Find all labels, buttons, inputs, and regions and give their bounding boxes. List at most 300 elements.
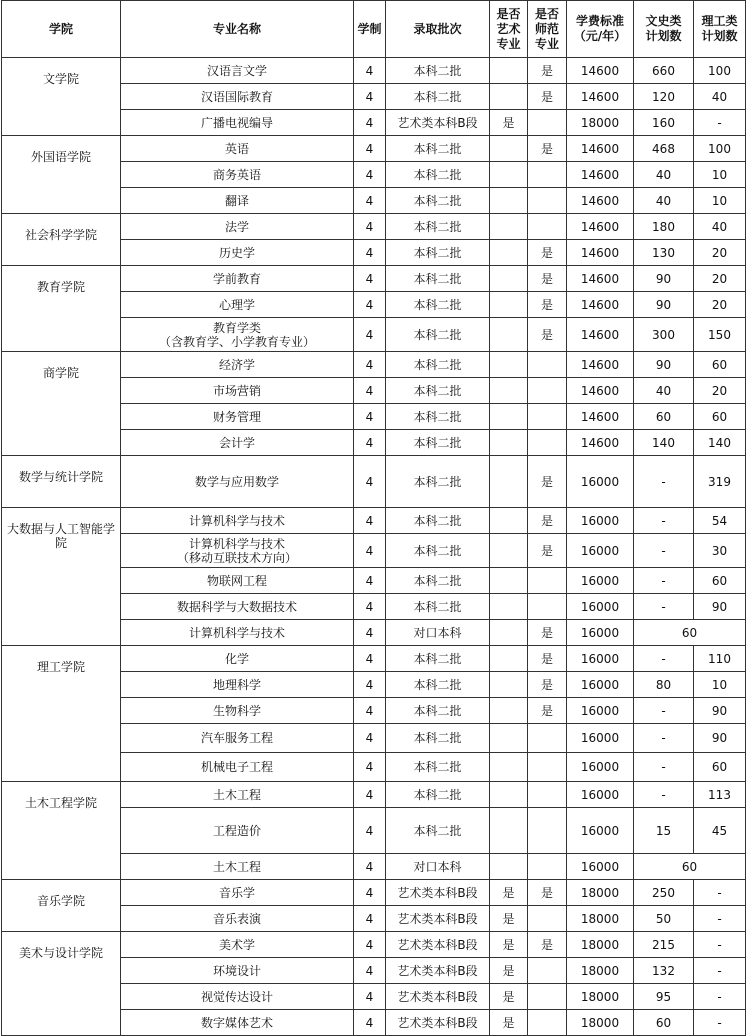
art-cell bbox=[490, 620, 528, 646]
liberal-plan-cell: 90 bbox=[634, 266, 694, 292]
science-plan-cell: - bbox=[694, 880, 746, 906]
major-cell: 学前教育 bbox=[121, 266, 354, 292]
fee-cell: 16000 bbox=[567, 456, 634, 508]
major-cell: 音乐学 bbox=[121, 880, 354, 906]
liberal-plan-cell: 40 bbox=[634, 188, 694, 214]
batch-cell: 本科二批 bbox=[386, 456, 490, 508]
major-cell: 会计学 bbox=[121, 430, 354, 456]
fee-cell: 18000 bbox=[567, 906, 634, 932]
liberal-plan-cell: 60 bbox=[634, 404, 694, 430]
college-cell: 文学院 bbox=[2, 58, 121, 136]
years-cell: 4 bbox=[354, 854, 386, 880]
normal-cell bbox=[528, 984, 567, 1010]
years-cell: 4 bbox=[354, 782, 386, 808]
years-cell: 4 bbox=[354, 906, 386, 932]
science-plan-cell: 90 bbox=[694, 594, 746, 620]
art-cell bbox=[490, 292, 528, 318]
fee-cell: 14600 bbox=[567, 58, 634, 84]
art-cell: 是 bbox=[490, 984, 528, 1010]
batch-cell: 本科二批 bbox=[386, 266, 490, 292]
fee-cell: 18000 bbox=[567, 932, 634, 958]
normal-cell: 是 bbox=[528, 880, 567, 906]
art-cell: 是 bbox=[490, 110, 528, 136]
art-cell bbox=[490, 188, 528, 214]
major-cell: 化学 bbox=[121, 646, 354, 672]
years-cell: 4 bbox=[354, 110, 386, 136]
major-line: （移动互联技术方向） bbox=[176, 550, 297, 565]
liberal-plan-cell: 132 bbox=[634, 958, 694, 984]
major-cell: 翻译 bbox=[121, 188, 354, 214]
major-cell: 汽车服务工程 bbox=[121, 724, 354, 753]
art-cell bbox=[490, 568, 528, 594]
table-row bbox=[2, 58, 746, 84]
normal-cell: 是 bbox=[528, 534, 567, 568]
major-cell: 历史学 bbox=[121, 240, 354, 266]
years-cell: 4 bbox=[354, 240, 386, 266]
major-cell: 美术学 bbox=[121, 932, 354, 958]
liberal-plan-cell: 250 bbox=[634, 880, 694, 906]
art-cell bbox=[490, 782, 528, 808]
batch-cell: 本科二批 bbox=[386, 698, 490, 724]
fee-cell: 14600 bbox=[567, 136, 634, 162]
normal-cell bbox=[528, 753, 567, 782]
liberal-plan-cell: - bbox=[634, 646, 694, 672]
batch-cell: 艺术类本科B段 bbox=[386, 932, 490, 958]
liberal-plan-cell: - bbox=[634, 724, 694, 753]
years-cell: 4 bbox=[354, 984, 386, 1010]
fee-cell: 14600 bbox=[567, 240, 634, 266]
college-cell: 土木工程学院 bbox=[2, 782, 121, 880]
batch-cell: 本科二批 bbox=[386, 724, 490, 753]
liberal-plan-cell: 40 bbox=[634, 378, 694, 404]
normal-cell: 是 bbox=[528, 292, 567, 318]
normal-cell bbox=[528, 594, 567, 620]
major-cell: 数字媒体艺术 bbox=[121, 1010, 354, 1036]
batch-cell: 艺术类本科B段 bbox=[386, 958, 490, 984]
normal-cell bbox=[528, 782, 567, 808]
liberal-plan-cell: - bbox=[634, 508, 694, 534]
batch-cell: 艺术类本科B段 bbox=[386, 110, 490, 136]
table-row bbox=[2, 456, 746, 508]
batch-cell: 本科二批 bbox=[386, 430, 490, 456]
liberal-plan-cell: 130 bbox=[634, 240, 694, 266]
college-cell: 美术与设计学院 bbox=[2, 932, 121, 1036]
table-row bbox=[2, 932, 746, 958]
major-cell: 经济学 bbox=[121, 352, 354, 378]
fee-cell: 16000 bbox=[567, 753, 634, 782]
plan-combined-cell: 60 bbox=[634, 620, 746, 646]
fee-cell: 18000 bbox=[567, 880, 634, 906]
normal-cell bbox=[528, 1010, 567, 1036]
normal-cell: 是 bbox=[528, 240, 567, 266]
major-cell: 英语 bbox=[121, 136, 354, 162]
art-cell bbox=[490, 456, 528, 508]
science-plan-cell: 20 bbox=[694, 292, 746, 318]
major-cell: 数学与应用数学 bbox=[121, 456, 354, 508]
liberal-plan-cell: 50 bbox=[634, 906, 694, 932]
batch-cell: 本科二批 bbox=[386, 672, 490, 698]
college-cell: 商学院 bbox=[2, 352, 121, 456]
years-cell: 4 bbox=[354, 568, 386, 594]
fee-cell: 14600 bbox=[567, 162, 634, 188]
normal-cell: 是 bbox=[528, 620, 567, 646]
art-cell: 是 bbox=[490, 1010, 528, 1036]
science-plan-cell: 54 bbox=[694, 508, 746, 534]
batch-cell: 本科二批 bbox=[386, 534, 490, 568]
college-cell: 理工学院 bbox=[2, 646, 121, 782]
liberal-plan-cell: - bbox=[634, 534, 694, 568]
years-cell: 4 bbox=[354, 404, 386, 430]
fee-cell: 16000 bbox=[567, 646, 634, 672]
art-cell bbox=[490, 594, 528, 620]
normal-cell: 是 bbox=[528, 508, 567, 534]
art-cell bbox=[490, 534, 528, 568]
art-cell bbox=[490, 240, 528, 266]
science-plan-cell: 150 bbox=[694, 318, 746, 352]
science-plan-cell: - bbox=[694, 906, 746, 932]
table-row bbox=[2, 782, 746, 808]
fee-cell: 14600 bbox=[567, 266, 634, 292]
normal-cell bbox=[528, 188, 567, 214]
science-plan-cell: 40 bbox=[694, 84, 746, 110]
fee-cell: 14600 bbox=[567, 84, 634, 110]
fee-cell: 14600 bbox=[567, 378, 634, 404]
years-cell: 4 bbox=[354, 932, 386, 958]
liberal-plan-cell: 140 bbox=[634, 430, 694, 456]
art-cell bbox=[490, 404, 528, 430]
years-cell: 4 bbox=[354, 808, 386, 854]
batch-cell: 本科二批 bbox=[386, 58, 490, 84]
batch-cell: 本科二批 bbox=[386, 162, 490, 188]
science-plan-cell: 10 bbox=[694, 162, 746, 188]
batch-cell: 本科二批 bbox=[386, 508, 490, 534]
liberal-plan-cell: - bbox=[634, 753, 694, 782]
plan-combined-cell: 60 bbox=[634, 854, 746, 880]
table-row bbox=[2, 266, 746, 292]
science-plan-cell: 60 bbox=[694, 352, 746, 378]
fee-cell: 16000 bbox=[567, 698, 634, 724]
science-plan-cell: 45 bbox=[694, 808, 746, 854]
science-plan-cell: 90 bbox=[694, 724, 746, 753]
liberal-plan-cell: 215 bbox=[634, 932, 694, 958]
major-cell: 商务英语 bbox=[121, 162, 354, 188]
normal-cell bbox=[528, 724, 567, 753]
batch-cell: 本科二批 bbox=[386, 352, 490, 378]
art-cell bbox=[490, 430, 528, 456]
table-row bbox=[2, 136, 746, 162]
batch-cell: 本科二批 bbox=[386, 318, 490, 352]
normal-cell bbox=[528, 214, 567, 240]
college-cell: 大数据与人工智能学院 bbox=[2, 508, 121, 646]
science-plan-cell: 20 bbox=[694, 240, 746, 266]
major-cell bbox=[121, 318, 354, 352]
header-normal: 是否 师范 专业 bbox=[528, 1, 567, 58]
major-cell: 环境设计 bbox=[121, 958, 354, 984]
table-row bbox=[2, 352, 746, 378]
science-plan-cell: 90 bbox=[694, 698, 746, 724]
normal-cell bbox=[528, 854, 567, 880]
major-cell: 法学 bbox=[121, 214, 354, 240]
table-body bbox=[2, 58, 746, 1036]
batch-cell: 艺术类本科B段 bbox=[386, 984, 490, 1010]
science-plan-cell: 110 bbox=[694, 646, 746, 672]
fee-cell: 14600 bbox=[567, 352, 634, 378]
years-cell: 4 bbox=[354, 318, 386, 352]
college-cell: 社会科学学院 bbox=[2, 214, 121, 266]
art-cell bbox=[490, 753, 528, 782]
major-cell: 汉语国际教育 bbox=[121, 84, 354, 110]
major-cell: 土木工程 bbox=[121, 854, 354, 880]
major-cell: 生物科学 bbox=[121, 698, 354, 724]
liberal-plan-cell: 15 bbox=[634, 808, 694, 854]
fee-cell: 16000 bbox=[567, 534, 634, 568]
fee-cell: 18000 bbox=[567, 984, 634, 1010]
major-cell: 心理学 bbox=[121, 292, 354, 318]
science-plan-cell: 20 bbox=[694, 378, 746, 404]
college-cell: 教育学院 bbox=[2, 266, 121, 352]
years-cell: 4 bbox=[354, 84, 386, 110]
years-cell: 4 bbox=[354, 672, 386, 698]
fee-cell: 16000 bbox=[567, 508, 634, 534]
years-cell: 4 bbox=[354, 508, 386, 534]
art-cell bbox=[490, 646, 528, 672]
batch-cell: 艺术类本科B段 bbox=[386, 906, 490, 932]
science-plan-cell: 30 bbox=[694, 534, 746, 568]
fee-cell: 16000 bbox=[567, 724, 634, 753]
art-cell bbox=[490, 84, 528, 110]
science-plan-cell: 113 bbox=[694, 782, 746, 808]
years-cell: 4 bbox=[354, 958, 386, 984]
major-cell bbox=[121, 534, 354, 568]
major-cell: 视觉传达设计 bbox=[121, 984, 354, 1010]
science-plan-cell: 100 bbox=[694, 136, 746, 162]
years-cell: 4 bbox=[354, 162, 386, 188]
liberal-plan-cell: 40 bbox=[634, 162, 694, 188]
batch-cell: 对口本科 bbox=[386, 620, 490, 646]
liberal-plan-cell: - bbox=[634, 594, 694, 620]
major-cell: 广播电视编导 bbox=[121, 110, 354, 136]
liberal-plan-cell: 90 bbox=[634, 352, 694, 378]
header-art: 是否 艺术 专业 bbox=[490, 1, 528, 58]
fee-cell: 14600 bbox=[567, 292, 634, 318]
major-cell: 汉语言文学 bbox=[121, 58, 354, 84]
header-major: 专业名称 bbox=[121, 1, 354, 58]
art-cell: 是 bbox=[490, 932, 528, 958]
header-science: 理工类 计划数 bbox=[694, 1, 746, 58]
normal-cell bbox=[528, 808, 567, 854]
batch-cell: 艺术类本科B段 bbox=[386, 880, 490, 906]
normal-cell: 是 bbox=[528, 646, 567, 672]
science-plan-cell: - bbox=[694, 1010, 746, 1036]
batch-cell: 本科二批 bbox=[386, 292, 490, 318]
batch-cell: 本科二批 bbox=[386, 136, 490, 162]
normal-cell bbox=[528, 378, 567, 404]
major-cell: 音乐表演 bbox=[121, 906, 354, 932]
years-cell: 4 bbox=[354, 292, 386, 318]
fee-cell: 18000 bbox=[567, 958, 634, 984]
liberal-plan-cell: 300 bbox=[634, 318, 694, 352]
major-cell: 数据科学与大数据技术 bbox=[121, 594, 354, 620]
batch-cell: 本科二批 bbox=[386, 240, 490, 266]
batch-cell: 艺术类本科B段 bbox=[386, 1010, 490, 1036]
header-batch: 录取批次 bbox=[386, 1, 490, 58]
fee-cell: 14600 bbox=[567, 318, 634, 352]
major-line: 计算机科学与技术 bbox=[188, 536, 285, 551]
art-cell bbox=[490, 378, 528, 404]
science-plan-cell: 319 bbox=[694, 456, 746, 508]
art-cell bbox=[490, 854, 528, 880]
fee-cell: 14600 bbox=[567, 188, 634, 214]
liberal-plan-cell: - bbox=[634, 698, 694, 724]
table-row bbox=[2, 646, 746, 672]
batch-cell: 本科二批 bbox=[386, 404, 490, 430]
admission-plan-table bbox=[1, 0, 746, 1036]
normal-cell bbox=[528, 430, 567, 456]
years-cell: 4 bbox=[354, 430, 386, 456]
years-cell: 4 bbox=[354, 646, 386, 672]
liberal-plan-cell: - bbox=[634, 568, 694, 594]
science-plan-cell: 100 bbox=[694, 58, 746, 84]
art-cell bbox=[490, 808, 528, 854]
batch-cell: 本科二批 bbox=[386, 378, 490, 404]
header-liberal: 文史类 计划数 bbox=[634, 1, 694, 58]
years-cell: 4 bbox=[354, 594, 386, 620]
table-row bbox=[2, 508, 746, 534]
major-cell: 地理科学 bbox=[121, 672, 354, 698]
batch-cell: 对口本科 bbox=[386, 854, 490, 880]
fee-cell: 16000 bbox=[567, 672, 634, 698]
liberal-plan-cell: 180 bbox=[634, 214, 694, 240]
years-cell: 4 bbox=[354, 352, 386, 378]
header-years: 学制 bbox=[354, 1, 386, 58]
fee-cell: 16000 bbox=[567, 568, 634, 594]
normal-cell: 是 bbox=[528, 58, 567, 84]
art-cell bbox=[490, 508, 528, 534]
major-cell: 土木工程 bbox=[121, 782, 354, 808]
fee-cell: 18000 bbox=[567, 1010, 634, 1036]
normal-cell bbox=[528, 110, 567, 136]
art-cell bbox=[490, 318, 528, 352]
years-cell: 4 bbox=[354, 698, 386, 724]
science-plan-cell: 10 bbox=[694, 188, 746, 214]
header-college: 学院 bbox=[2, 1, 121, 58]
years-cell: 4 bbox=[354, 188, 386, 214]
college-cell: 音乐学院 bbox=[2, 880, 121, 932]
art-cell bbox=[490, 352, 528, 378]
science-plan-cell: 20 bbox=[694, 266, 746, 292]
major-line: （含教育学、小学教育专业） bbox=[158, 334, 315, 349]
art-cell: 是 bbox=[490, 958, 528, 984]
fee-cell: 18000 bbox=[567, 110, 634, 136]
table-row bbox=[2, 880, 746, 906]
liberal-plan-cell: - bbox=[634, 456, 694, 508]
normal-cell bbox=[528, 352, 567, 378]
art-cell bbox=[490, 698, 528, 724]
fee-cell: 14600 bbox=[567, 214, 634, 240]
years-cell: 4 bbox=[354, 724, 386, 753]
fee-cell: 14600 bbox=[567, 430, 634, 456]
art-cell bbox=[490, 214, 528, 240]
art-cell: 是 bbox=[490, 880, 528, 906]
major-cell: 物联网工程 bbox=[121, 568, 354, 594]
science-plan-cell: 140 bbox=[694, 430, 746, 456]
years-cell: 4 bbox=[354, 753, 386, 782]
years-cell: 4 bbox=[354, 58, 386, 84]
major-cell: 计算机科学与技术 bbox=[121, 620, 354, 646]
fee-cell: 16000 bbox=[567, 620, 634, 646]
college-cell: 外国语学院 bbox=[2, 136, 121, 214]
liberal-plan-cell: 80 bbox=[634, 672, 694, 698]
normal-cell bbox=[528, 404, 567, 430]
science-plan-cell: 60 bbox=[694, 568, 746, 594]
liberal-plan-cell: 120 bbox=[634, 84, 694, 110]
science-plan-cell: - bbox=[694, 958, 746, 984]
batch-cell: 本科二批 bbox=[386, 594, 490, 620]
batch-cell: 本科二批 bbox=[386, 808, 490, 854]
science-plan-cell: - bbox=[694, 932, 746, 958]
fee-cell: 14600 bbox=[567, 404, 634, 430]
liberal-plan-cell: 660 bbox=[634, 58, 694, 84]
years-cell: 4 bbox=[354, 266, 386, 292]
art-cell bbox=[490, 266, 528, 292]
table-row bbox=[2, 214, 746, 240]
art-cell bbox=[490, 136, 528, 162]
major-cell: 工程造价 bbox=[121, 808, 354, 854]
normal-cell bbox=[528, 958, 567, 984]
art-cell bbox=[490, 162, 528, 188]
major-cell: 计算机科学与技术 bbox=[121, 508, 354, 534]
batch-cell: 本科二批 bbox=[386, 782, 490, 808]
major-line: 教育学类 bbox=[212, 320, 261, 335]
major-cell: 机械电子工程 bbox=[121, 753, 354, 782]
science-plan-cell: 60 bbox=[694, 753, 746, 782]
major-cell: 财务管理 bbox=[121, 404, 354, 430]
fee-cell: 16000 bbox=[567, 594, 634, 620]
liberal-plan-cell: 95 bbox=[634, 984, 694, 1010]
years-cell: 4 bbox=[354, 880, 386, 906]
science-plan-cell: - bbox=[694, 984, 746, 1010]
normal-cell: 是 bbox=[528, 84, 567, 110]
normal-cell bbox=[528, 162, 567, 188]
batch-cell: 本科二批 bbox=[386, 753, 490, 782]
batch-cell: 本科二批 bbox=[386, 568, 490, 594]
normal-cell bbox=[528, 906, 567, 932]
normal-cell: 是 bbox=[528, 136, 567, 162]
batch-cell: 本科二批 bbox=[386, 84, 490, 110]
header-row bbox=[2, 1, 746, 58]
art-cell: 是 bbox=[490, 906, 528, 932]
fee-cell: 16000 bbox=[567, 782, 634, 808]
fee-cell: 16000 bbox=[567, 808, 634, 854]
science-plan-cell: - bbox=[694, 110, 746, 136]
batch-cell: 本科二批 bbox=[386, 646, 490, 672]
science-plan-cell: 10 bbox=[694, 672, 746, 698]
normal-cell: 是 bbox=[528, 698, 567, 724]
normal-cell: 是 bbox=[528, 266, 567, 292]
liberal-plan-cell: 60 bbox=[634, 1010, 694, 1036]
major-cell: 市场营销 bbox=[121, 378, 354, 404]
batch-cell: 本科二批 bbox=[386, 188, 490, 214]
normal-cell bbox=[528, 568, 567, 594]
header-fee: 学费标准 （元/年） bbox=[567, 1, 634, 58]
liberal-plan-cell: 90 bbox=[634, 292, 694, 318]
art-cell bbox=[490, 724, 528, 753]
fee-cell: 16000 bbox=[567, 854, 634, 880]
liberal-plan-cell: 160 bbox=[634, 110, 694, 136]
years-cell: 4 bbox=[354, 620, 386, 646]
years-cell: 4 bbox=[354, 534, 386, 568]
liberal-plan-cell: 468 bbox=[634, 136, 694, 162]
